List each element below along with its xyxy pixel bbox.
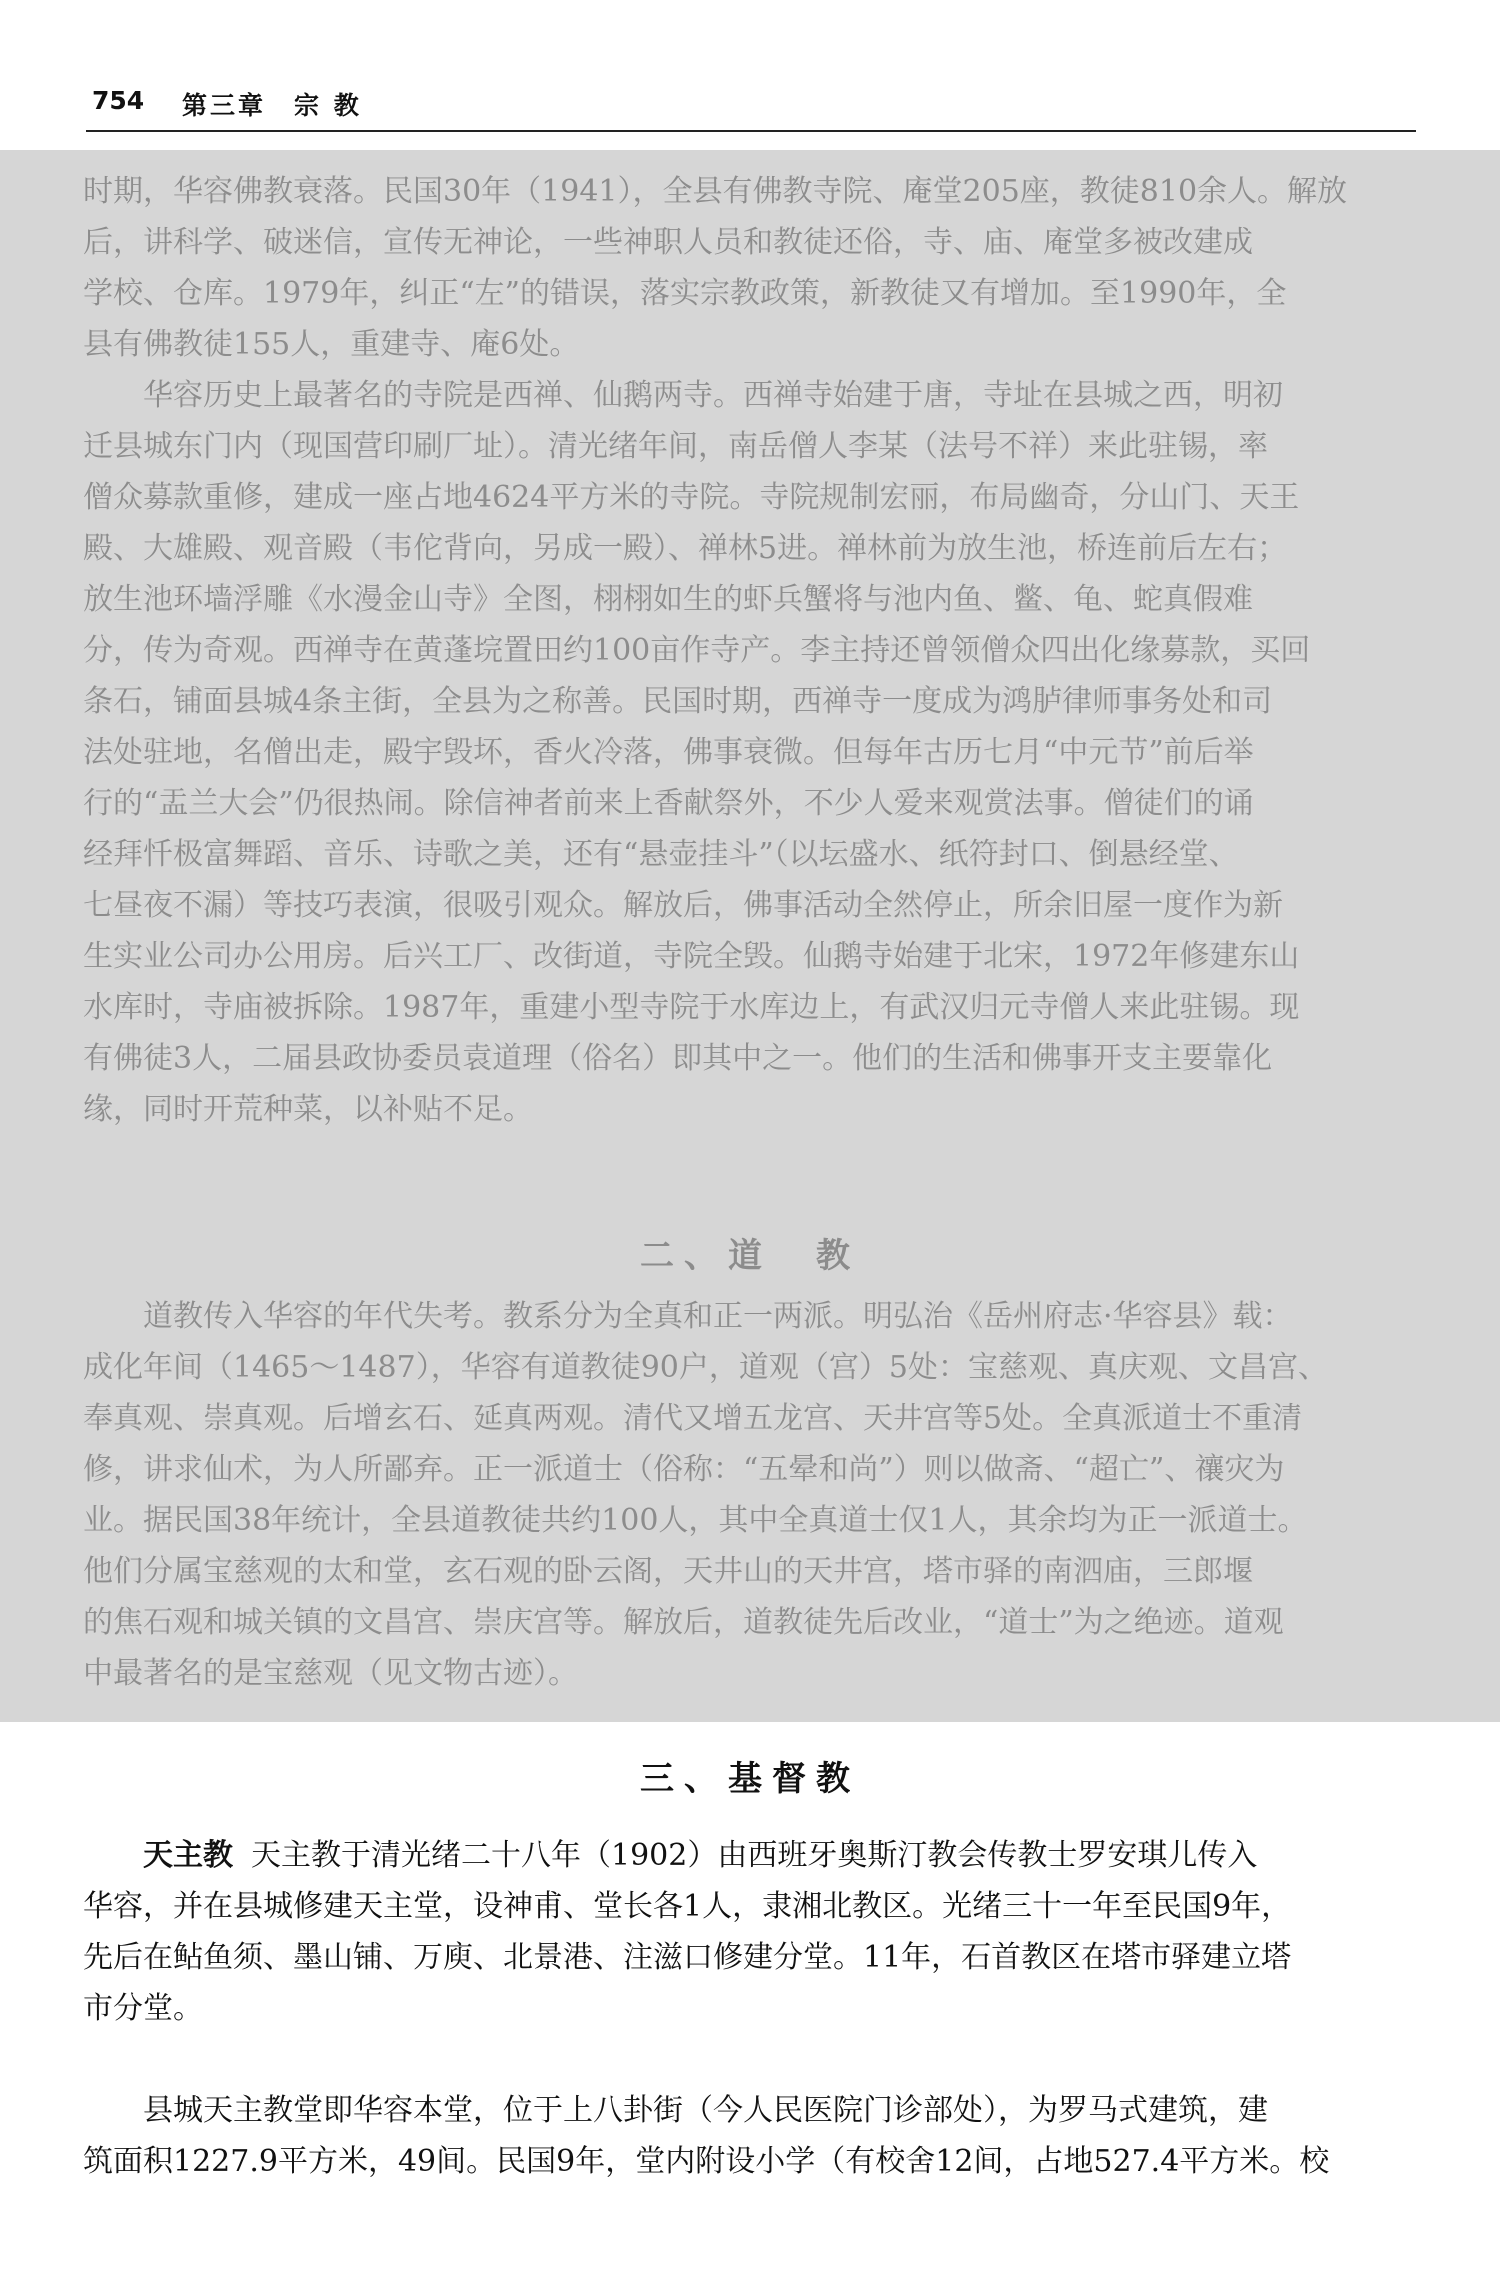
- highlighted-section: [0, 150, 1500, 1722]
- catholic-paragraph-2: 县城天主教堂即华容本堂，位于上八卦街（今人民医院门诊部处），为罗马式建筑，建 筑面积1227.9平方米，49间。民国9年，堂内附设小学（有校舍12间，占地527.4平方米。校: [83, 2093, 1330, 2179]
- buddhism-paragraph-2: 华容历史上最著名的寺院是西禅、仙鹅两寺。西禅寺始建于唐，寺址在县城之西，明初 迁县城东门内（现国营印刷厂址）。清光绪年间，南岳僧人李某（法号不祥）来此驻锡，率 僧众募款重修，建成一座占地4624平方米的寺院。寺院规制宏丽，布局幽奇，分山门、天王 殿、大雄殿、观音殿（韦佗背向，另成一殿）、禅林5进。禅林前为放生池，桥连前后左右； 放生池环墙浮雕《水漫金山寺》全图，栩栩如生的虾兵蟹将与池内鱼、鳖、龟、蛇真假难 分，传为奇观。西禅寺在黄蓬垸置田约100亩作寺产。李主持还曾领僧众四出化缘募款，买回 条石，铺面县城4条主街，全县为之称善。民国时期，西禅寺一度成为鸿胪律师事务处和司 法处驻地，名僧出走，殿宇毁坏，香火冷落，佛事衰微。但每年古历七月“中元节”前后举 行的“盂兰大会”仍很热闹。除信神者前来上香献祭外，不少人爱来观赏法事。僧徒们的诵 经拜忏极富舞蹈、音乐、诗歌之美，还有“悬壶挂斗”（以坛盛水、纸符封口、倒悬经堂、 七昼夜不漏）等技巧表演，很吸引观众。解放后，佛事活动全然停止，所余旧屋一度作为新 生实业公司办公用房。后兴工厂、改街道，寺院全毁。仙鹅寺始建于北宋，1972年修建东山 水库时，寺庙被拆除。1987年，重建小型寺院于水库边上，有武汉归元寺僧人来此驻锡。现 有佛徒3人，二届县政协委员袁道理（俗名）即其中之一。他们的生活和佛事开支主要靠化 缘，同时开荒种菜，以补贴不足。: [83, 378, 1311, 1127]
- catholic-paragraph-1: [83, 1830, 1418, 2034]
- page-header: [86, 80, 1416, 132]
- page-number: 754: [92, 86, 145, 115]
- buddhism-paragraph-1: 时期，华容佛教衰落。民国30年（1941），全县有佛教寺院、庵堂205座，教徒810余人。解放 后，讲科学、破迷信，宣传无神论，一些神职人员和教徒还俗，寺、庙、庵堂多被改建成 学校、仓库。1979年，纠正“左”的错误，落实宗教政策，新教徒又有增加。至1990年，全 县有佛教徒155人，重建寺、庵6处。: [83, 174, 1348, 362]
- catholic-text: 天主教于清光绪二十八年（1902）由西班牙奥斯汀教会传教士罗安琪儿传入 华容，并在县城修建天主堂，设神甫、堂长各1人，隶湘北教区。光绪三十一年至民国9年， 先后在鲇鱼须、墨山铺、万庾、北景港、注滋口修建分堂。11年，石首教区在塔市驿建立塔 市分堂。: [83, 1838, 1292, 2026]
- taoism-heading: 二、道 教: [640, 1236, 860, 1276]
- taoism-paragraph-1: 道教传入华容的年代失考。教系分为全真和正一两派。明弘治《岳州府志·华容县》载： 成化年间（1465～1487），华容有道教徒90户，道观（宫）5处：宝慈观、真庆观、文昌宫、 奉真观、崇真观。后增玄石、延真两观。清代又增五龙宫、天井宫等5处。全真派道士不重清 修，讲求仙术，为人所鄙弃。正一派道士（俗称：“五晕和尚”）则以做斋、“超亡”、禳灾为 业。据民国38年统计，全县道教徒共约100人，其中全真道士仅1人，其余均为正一派道士。 他们分属宝慈观的太和堂，玄石观的卧云阁，天井山的天井宫，塔市驿的南泗庙，三郎堰 的焦石观和城关镇的文昌宫、崇庆宫等。解放后，道教徒先后改业，“道士”为之绝迹。道观 中最著名的是宝慈观（见文物古迹）。: [83, 1299, 1328, 1691]
- christianity-heading: 三、基督教: [640, 1759, 860, 1799]
- catholic-label: 天主教: [143, 1838, 233, 1873]
- chapter-title: 第三章 宗 教: [182, 91, 362, 120]
